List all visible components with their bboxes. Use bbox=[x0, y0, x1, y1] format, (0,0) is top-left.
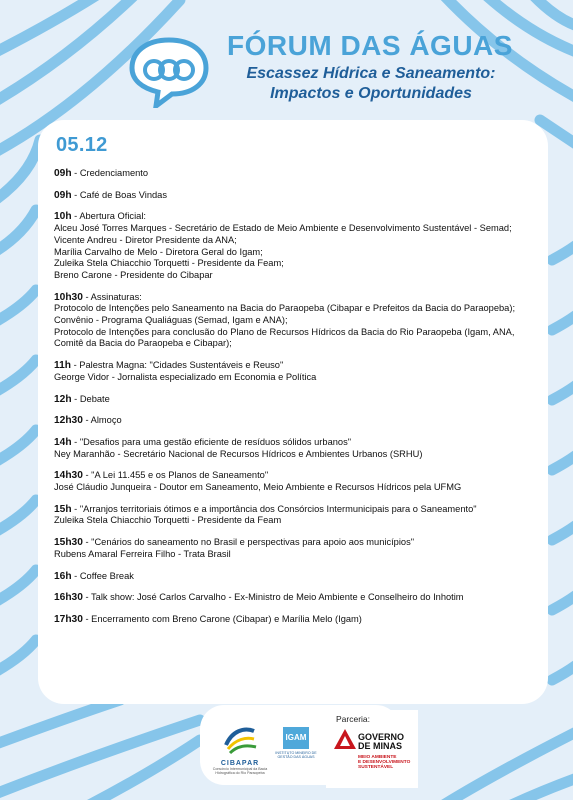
schedule-line: 15h30 - "Cenários do saneamento no Brasil e perspectivas para apoio aos municípios" bbox=[54, 537, 415, 549]
schedule-line: 14h - "Desafios para uma gestão eficiente de resíduos sólidos urbanos" bbox=[54, 436, 352, 448]
schedule-detail: Zuleika Stela Chiacchio Torquetti - Presidente da Feam; bbox=[54, 258, 284, 269]
schedule-detail: George Vidor - Jornalista especializado em Economia e Política bbox=[54, 371, 317, 382]
schedule-text: Almoço bbox=[90, 415, 122, 426]
schedule-time: 09h bbox=[54, 168, 72, 179]
secretaria-line-1: MEIO AMBIENTE bbox=[358, 755, 397, 760]
schedule-detail: Marília Carvalho de Melo - Diretora Geral do Igam; bbox=[54, 246, 263, 257]
schedule-item bbox=[54, 394, 540, 406]
minas-triangle-icon bbox=[334, 729, 356, 749]
schedule-line: 15h - "Arranjos territoriais ótimos e a importância dos Consórcios Intermunicipais para o Saneamento" bbox=[54, 503, 477, 515]
schedule-item bbox=[54, 168, 540, 180]
schedule-detail: Breno Carone - Presidente do Cibapar bbox=[54, 269, 213, 280]
schedule-item bbox=[54, 360, 540, 383]
schedule-time: 15h30 bbox=[54, 537, 83, 549]
schedule-time: 16h30 bbox=[54, 592, 83, 604]
schedule-text: Debate bbox=[79, 393, 110, 404]
schedule-detail: Convênio - Programa Qualiáguas (Semad, Igam e ANA); bbox=[54, 315, 288, 326]
governo-minas-name-line-2: DE MINAS bbox=[358, 741, 403, 751]
schedule-line: 14h30 - "A Lei 11.455 e os Planos de Saneamento" bbox=[54, 470, 269, 482]
schedule-text: "Desafios para uma gestão eficiente de resíduos sólidos urbanos" bbox=[79, 436, 352, 447]
schedule-text: Assinaturas: bbox=[90, 291, 142, 302]
schedule-line: 16h - Coffee Break bbox=[54, 570, 134, 582]
igam-emblem: IGAM bbox=[283, 727, 309, 749]
schedule-time: 12h bbox=[54, 393, 72, 405]
schedule-time: 17h30 bbox=[54, 613, 83, 625]
schedule-detail: Rubens Amaral Ferreira Filho - Trata Brasil bbox=[54, 548, 231, 559]
event-date: 05.12 bbox=[56, 134, 108, 156]
schedule-text: "A Lei 11.455 e os Planos de Saneamento" bbox=[91, 470, 269, 481]
schedule-item bbox=[54, 190, 540, 202]
schedule-panel bbox=[38, 120, 548, 704]
header bbox=[0, 0, 573, 120]
governo-minas-name bbox=[358, 733, 404, 751]
schedule-line: 09h - Credenciamento bbox=[54, 168, 149, 179]
page-title: FÓRUM DAS ÁGUAS bbox=[227, 30, 513, 61]
cibapar-emblem-icon bbox=[222, 723, 258, 755]
schedule-time: 15h bbox=[54, 503, 72, 515]
schedule-list bbox=[54, 168, 540, 636]
schedule-item bbox=[54, 537, 540, 560]
schedule-text: Café de Boas Vindas bbox=[79, 189, 168, 200]
schedule-line: 11h - Palestra Magna: "Cidades Sustentáveis e Reuso" bbox=[54, 360, 284, 372]
schedule-text: Talk show: José Carlos Carvalho - Ex-Ministro de Meio Ambiente e Conselheiro do Inhotim bbox=[91, 592, 464, 603]
schedule-item bbox=[54, 614, 540, 626]
schedule-line: 16h30 - Talk show: José Carlos Carvalho - Ex-Ministro de Meio Ambiente e Conselheiro do Inhotim bbox=[54, 592, 464, 604]
forum-logo-icon bbox=[128, 36, 210, 108]
schedule-detail: Comitê da Bacia do Paraopeba e Cibapar); bbox=[54, 338, 232, 349]
schedule-line: 12h - Debate bbox=[54, 393, 110, 405]
schedule-item bbox=[54, 571, 540, 583]
subtitle-line-2: Impactos e Oportunidades bbox=[270, 85, 472, 102]
schedule-item bbox=[54, 437, 540, 460]
schedule-time: 10h30 bbox=[54, 291, 83, 303]
schedule-time: 14h30 bbox=[54, 470, 83, 482]
subtitle-line-1: Escassez Hídrica e Saneamento: bbox=[246, 65, 496, 82]
schedule-item bbox=[54, 415, 540, 427]
cibapar-logo bbox=[210, 723, 270, 783]
schedule-detail: José Cláudio Junqueira - Doutor em Saneamento, Meio Ambiente e Recursos Hídricos pela UFMG bbox=[54, 482, 462, 493]
schedule-time: 10h bbox=[54, 211, 72, 223]
secretaria-line-3: SUSTENTÁVEL bbox=[358, 765, 394, 771]
schedule-item bbox=[54, 211, 540, 281]
schedule-time: 11h bbox=[54, 360, 71, 372]
schedule-text: Credenciamento bbox=[79, 168, 149, 178]
schedule-detail: Alceu José Torres Marques - Secretário de Estado de Meio Ambiente e Desenvolvimento Sustentável - Semad; bbox=[54, 223, 512, 234]
schedule-time: 16h bbox=[54, 570, 72, 582]
governo-minas-name-line-1: GOVERNO bbox=[358, 732, 405, 742]
igam-description: INSTITUTO MINEIRO DE GESTÃO DAS ÁGUAS bbox=[275, 751, 317, 760]
cibapar-name: CIBAPAR bbox=[220, 760, 260, 767]
schedule-line: 12h30 - Almoço bbox=[54, 415, 122, 427]
schedule-detail: Protocolo de Intenções pelo Saneamento na Bacia do Paraopeba (Cibapar e Prefeitos da Bacia do Paraopeba); bbox=[54, 303, 516, 314]
schedule-line: 09h - Café de Boas Vindas bbox=[54, 189, 168, 201]
secretaria-name bbox=[358, 755, 410, 771]
page-subtitle bbox=[204, 64, 538, 104]
cibapar-description: Consórcio Intermunicipal da Bacia Hidrográfica do Rio Paraopeba bbox=[212, 767, 268, 776]
schedule-text: Palestra Magna: "Cidades Sustentáveis e Reuso" bbox=[79, 360, 284, 371]
secretaria-line-2: E DESENVOLVIMENTO bbox=[358, 760, 411, 766]
schedule-time: 12h30 bbox=[54, 415, 83, 427]
schedule-line: 10h - Abertura Oficial: bbox=[54, 211, 146, 223]
schedule-detail: Vicente Andreu - Diretor Presidente da ANA; bbox=[54, 234, 237, 245]
schedule-detail: Zuleika Stela Chiacchio Torquetti - Presidente da Feam bbox=[54, 515, 282, 526]
schedule-item bbox=[54, 292, 540, 351]
igam-logo bbox=[274, 727, 318, 759]
schedule-detail: Ney Maranhão - Secretário Nacional de Recursos Hídricos e Ambientes Urbanos (SRHU) bbox=[54, 448, 423, 459]
schedule-item bbox=[54, 592, 540, 604]
schedule-item bbox=[54, 504, 540, 527]
partnership-label: Parceria: bbox=[336, 714, 371, 724]
schedule-line: 17h30 - Encerramento com Breno Carone (Cibapar) e Marília Melo (Igam) bbox=[54, 613, 362, 625]
schedule-text: Abertura Oficial: bbox=[79, 211, 146, 222]
schedule-time: 14h bbox=[54, 436, 72, 448]
schedule-time: 09h bbox=[54, 189, 72, 201]
schedule-detail: Protocolo de Intenções para conclusão do Plano de Recursos Hídricos da Bacia do Rio Paraopeba (Igam, ANA, bbox=[54, 326, 515, 337]
schedule-item bbox=[54, 470, 540, 493]
schedule-text: Encerramento com Breno Carone (Cibapar) e Marília Melo (Igam) bbox=[91, 613, 362, 624]
schedule-text: "Cenários do saneamento no Brasil e perspectivas para apoio aos municípios" bbox=[91, 537, 415, 548]
schedule-text: Coffee Break bbox=[79, 570, 134, 581]
schedule-text: "Arranjos territoriais ótimos e a importância dos Consórcios Intermunicipais para o Saneamento" bbox=[79, 503, 477, 514]
schedule-line: 10h30 - Assinaturas: bbox=[54, 291, 142, 303]
